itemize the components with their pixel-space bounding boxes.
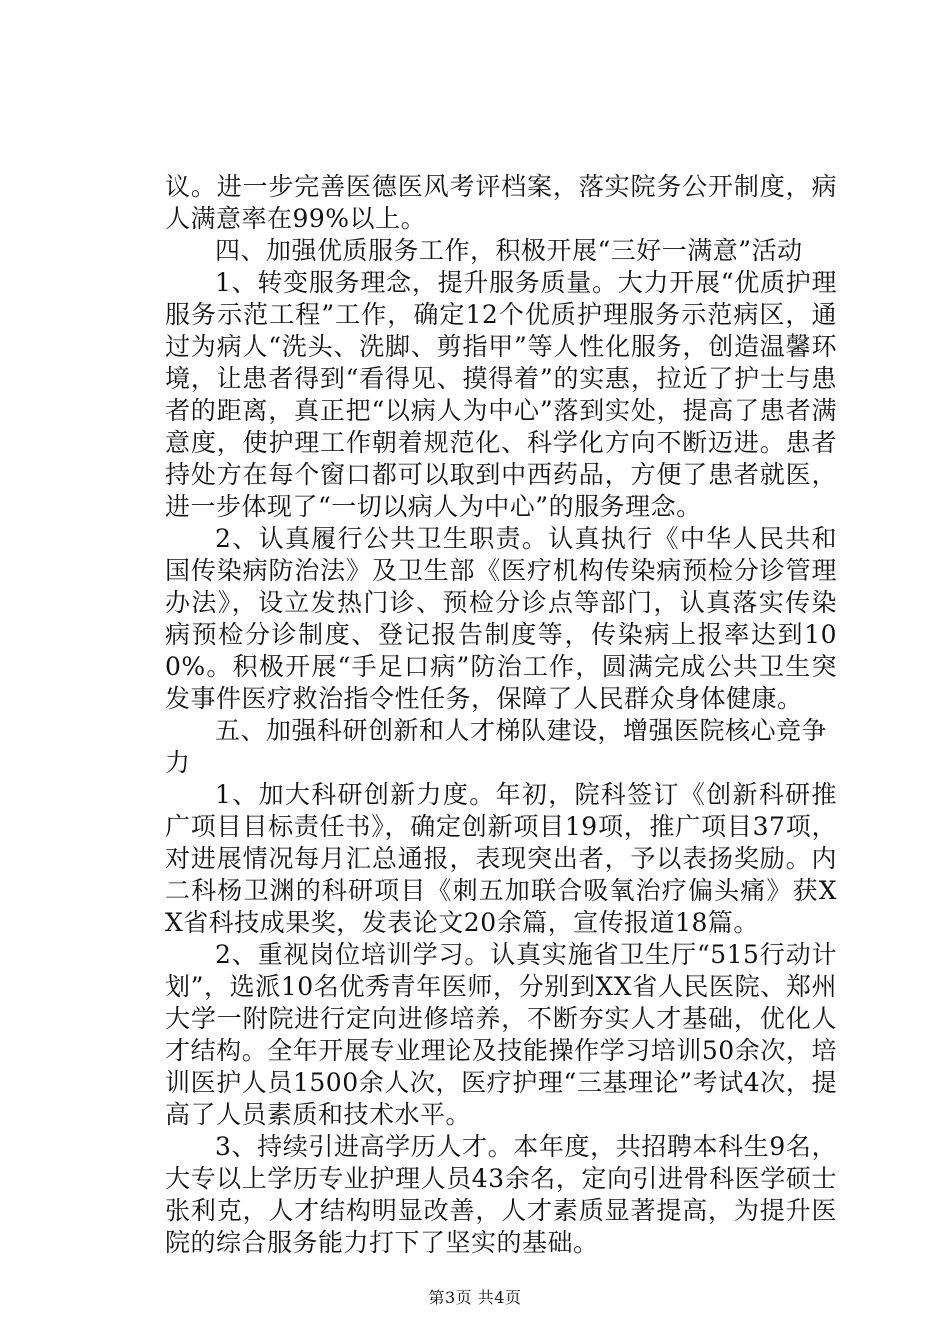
paragraph-public-health: 2、认真履行公共卫生职责。认真执行《中华人民共和国传染病防治法》及卫生部《医疗机构传染病预检分诊管理办法》，设立发热门诊、预检分诊点等部门，认真落实传染病预检分诊制度、登记报告制度等，传染病上报率达到100%。积极开展“手足口病”防治工作，圆满完成公共卫生突发事件医疗救治指令性任务，保障了人民群众身体健康。 bbox=[165, 524, 837, 713]
paragraph-research-innovation: 1、加大科研创新力度。年初，院科签订《创新科研推广项目目标责任书》，确定创新项目19项，推广项目37项，对进展情况每月汇总通报，表现突出者，予以表扬奖励。内二科杨卫渊的科研项目《刺五加联合吸氧治疗偏头痛》获XX省科技成果奖，发表论文20余篇，宣传报道18篇。 bbox=[165, 780, 837, 937]
section-heading-4: 四、加强优质服务工作，积极开展“三好一满意”活动 bbox=[215, 236, 803, 265]
paragraph-service-quality: 1、转变服务理念，提升服务质量。大力开展“优质护理服务示范工程”工作，确定12个优质护理服务示范病区，通过为病人“洗头、洗脚、剪指甲”等人性化服务，创造温馨环境，让患者得到“看得见、摸得着”的实惠，拉近了护士与患者的距离，真正把“以病人为中心”落到实处，提高了患者满意度，使护理工作朝着规范化、科学化方向不断迈进。患者持处方在每个窗口都可以取到中西药品，方便了患者就医，进一步体现了“一切以病人为中心”的服务理念。 bbox=[165, 268, 837, 521]
paragraph-talent-recruitment: 3、持续引进高学历人才。本年度，共招聘本科生9名，大专以上学历专业护理人员43余名，定向引进骨科医学硕士张利克，人才结构明显改善，人才素质显著提高，为提升医院的综合服务能力打下了坚实的基础。 bbox=[165, 1132, 837, 1257]
document-body bbox=[165, 171, 837, 1259]
page-footer: 第3页 共4页 bbox=[428, 1288, 522, 1307]
paragraph-training: 2、重视岗位培训学习。认真实施省卫生厅“515行动计划”，选派10名优秀青年医师，分别到XX省人民医院、郑州大学一附院进行定向进修培养，不断夯实人才基础，优化人才结构。全年开展专业理论及技能操作学习培训50余次，培训医护人员1500余人次，医疗护理“三基理论”考试4次，提高了人员素质和技术水平。 bbox=[165, 940, 837, 1129]
paragraph-continuation: 议。进一步完善医德医风考评档案，落实院务公开制度，病人满意率在99%以上。 bbox=[165, 172, 837, 233]
section-heading-5: 五、加强科研创新和人才梯队建设，增强医院核心竞争力 bbox=[165, 716, 828, 777]
